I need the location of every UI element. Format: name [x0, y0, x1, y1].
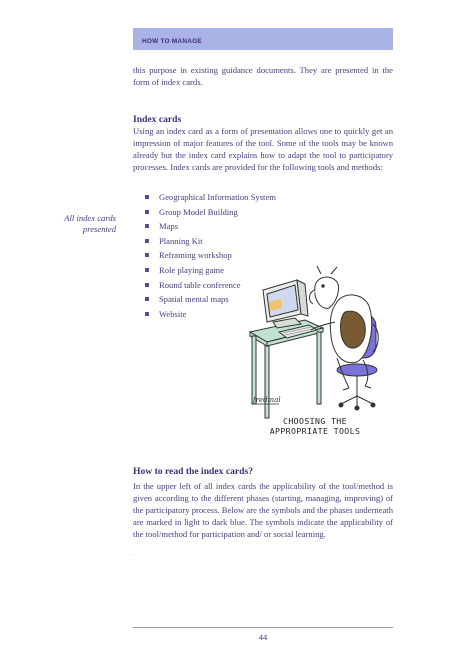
artist-signature: fredmal: [253, 396, 281, 404]
margin-note: [40, 213, 116, 235]
list-item: Round table conference: [145, 278, 276, 293]
margin-note-line-2: presented: [82, 224, 116, 234]
index-cards-paragraph: Using an index card as a form of presentation allows one to quickly get an impression of major features of the tool. Some of the tools may be known already but the index card explains how to adapt the tool to participatory processes. Index cards are provided for the following tools and methods:: [133, 126, 393, 172]
list-item: Spatial mental maps: [145, 292, 276, 307]
list-item: Maps: [145, 219, 276, 234]
footer-divider: [133, 627, 393, 628]
index-cards-heading: Index cards: [133, 114, 182, 125]
intro-paragraph: this purpose in existing guidance documents. They are presented in the form of index cards.: [133, 65, 393, 87]
list-item: Planning Kit: [145, 234, 276, 249]
list-item: Role playing game: [145, 263, 276, 278]
caption-line-2: APPROPRIATE TOOLS: [269, 426, 361, 436]
stray-mark: .: [133, 551, 135, 557]
how-to-read-paragraph: In the upper left of all index cards the applicability of the tool/method is given according to the different phases (starting, managing, improving) of the participatory process. Below are the symbols and the phases underneath are marked in light to dark blue. The symbols indicate the applicability of the tool/method for participation and/ or social learning.: [133, 481, 393, 539]
page-number: 44: [258, 632, 268, 642]
section-header-label: HOW TO MANAGE: [142, 38, 202, 45]
margin-note-line-1: All index cards: [64, 213, 116, 223]
list-item: Reframing workshop: [145, 248, 276, 263]
cartoon-caption: [255, 416, 375, 436]
list-item: Group Model Building: [145, 205, 276, 220]
how-to-read-heading: How to read the index cards?: [133, 466, 254, 477]
list-item: Geographical Information System: [145, 190, 276, 205]
cow-at-computer-cartoon: [245, 262, 395, 442]
caption-line-1: CHOOSING THE: [283, 416, 347, 426]
list-item: Website: [145, 307, 276, 322]
section-header-bar: [133, 28, 393, 50]
